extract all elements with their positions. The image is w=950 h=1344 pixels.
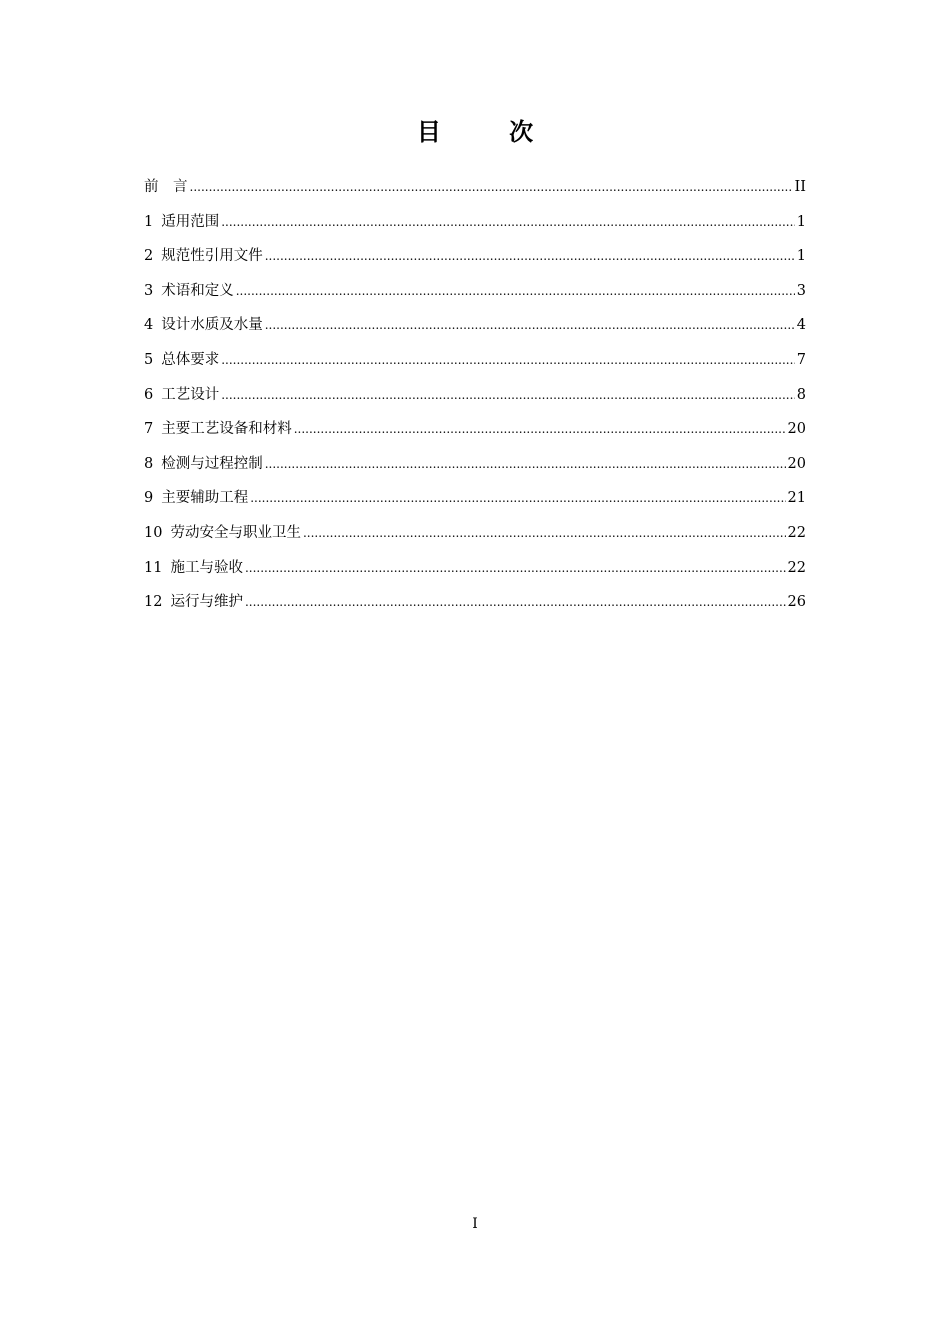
- toc-dot-leader: [294, 412, 786, 447]
- toc-dot-leader: [221, 378, 795, 413]
- toc-item-label: 工艺设计: [161, 386, 220, 403]
- toc-dot-leader: [265, 239, 795, 274]
- toc-item-label: 运行与维护: [170, 594, 243, 611]
- toc-item-page: II: [794, 179, 806, 195]
- toc-item-10[interactable]: [144, 516, 806, 551]
- toc-item-number: 1: [144, 213, 154, 230]
- toc-dot-leader: [221, 343, 795, 378]
- toc-dot-leader: [265, 308, 795, 343]
- toc-item-page: 22: [787, 559, 806, 576]
- toc-item-number: 12: [144, 594, 163, 611]
- toc-dot-leader: [265, 447, 786, 482]
- page-title: 目 次: [416, 118, 564, 146]
- table-of-contents: [144, 170, 806, 620]
- toc-item-preface[interactable]: [144, 170, 806, 205]
- toc-item-page: 1: [796, 213, 806, 230]
- toc-item-page: 20: [787, 421, 806, 438]
- toc-item-4[interactable]: [144, 308, 806, 343]
- toc-item-page: 20: [787, 455, 806, 472]
- toc-item-page: 1: [796, 248, 806, 265]
- toc-item-1[interactable]: [144, 205, 806, 240]
- toc-item-page: 26: [787, 594, 806, 611]
- toc-item-8[interactable]: [144, 447, 806, 482]
- toc-item-2[interactable]: [144, 239, 806, 274]
- toc-dot-leader: [250, 481, 785, 516]
- toc-item-number: 3: [144, 282, 154, 299]
- toc-dot-leader: [245, 585, 786, 620]
- page-number: I: [472, 1216, 478, 1232]
- toc-item-page: 22: [787, 524, 806, 541]
- toc-item-label: 检测与过程控制: [161, 455, 263, 472]
- toc-item-label: 劳动安全与职业卫生: [170, 524, 301, 541]
- toc-dot-leader: [303, 516, 786, 551]
- toc-item-label: 总体要求: [161, 351, 220, 368]
- toc-dot-leader: [190, 170, 793, 205]
- toc-item-number: 10: [144, 524, 163, 541]
- toc-item-12[interactable]: [144, 585, 806, 620]
- toc-dot-leader: [245, 551, 786, 586]
- toc-item-page: 3: [796, 282, 806, 299]
- toc-item-label: 适用范围: [161, 213, 220, 230]
- toc-item-label: 主要辅助工程: [161, 490, 249, 507]
- toc-item-page: 7: [796, 351, 806, 368]
- toc-item-page: 8: [796, 386, 806, 403]
- toc-item-label: 施工与验收: [170, 559, 243, 576]
- toc-item-label: 规范性引用文件: [161, 248, 263, 265]
- toc-item-number: 6: [144, 386, 154, 403]
- toc-item-page: 21: [787, 490, 806, 507]
- toc-item-label: 术语和定义: [161, 282, 234, 299]
- toc-item-number: 11: [144, 559, 163, 576]
- toc-item-number: 5: [144, 351, 154, 368]
- toc-item-9[interactable]: [144, 481, 806, 516]
- toc-dot-leader: [221, 205, 795, 240]
- toc-item-number: 2: [144, 248, 154, 265]
- toc-dot-leader: [236, 274, 795, 309]
- toc-item-page: 4: [796, 317, 806, 334]
- toc-item-3[interactable]: [144, 274, 806, 309]
- toc-item-label: 主要工艺设备和材料: [161, 421, 292, 438]
- toc-item-number: 7: [144, 421, 154, 438]
- toc-item-number: 9: [144, 490, 154, 507]
- toc-item-7[interactable]: [144, 412, 806, 447]
- toc-item-label: 设计水质及水量: [161, 317, 263, 334]
- toc-item-number: 8: [144, 455, 154, 472]
- toc-item-label: 前 言: [144, 179, 188, 195]
- toc-item-5[interactable]: [144, 343, 806, 378]
- toc-item-number: 4: [144, 317, 154, 334]
- toc-item-11[interactable]: [144, 551, 806, 586]
- toc-item-6[interactable]: [144, 378, 806, 413]
